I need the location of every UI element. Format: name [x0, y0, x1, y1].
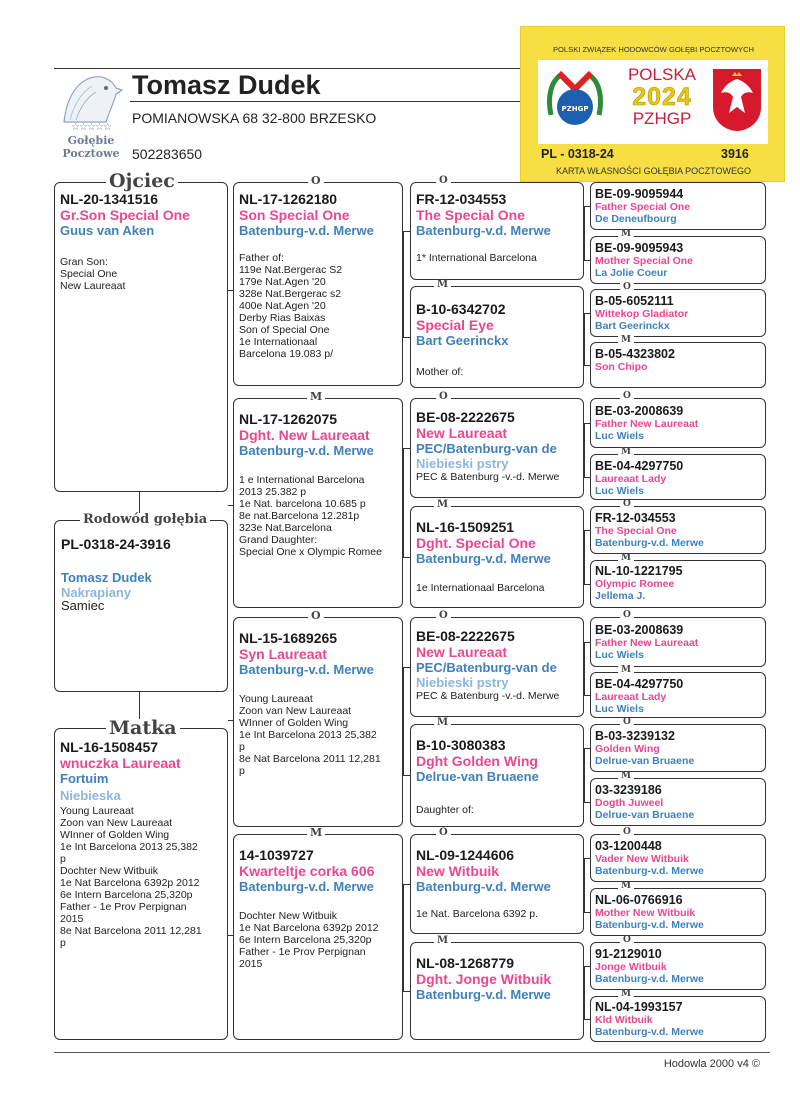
gen3-note: 1* International Barcelona	[416, 252, 537, 264]
connector	[584, 530, 585, 584]
father-box[interactable]	[54, 182, 228, 492]
gen3-note: 1e Internationaal Barcelona	[416, 582, 545, 594]
gen3-breeder: Batenburg-v.d. Merwe	[416, 879, 551, 894]
gen3-note: PEC & Batenburg -v.-d. Merwe	[416, 471, 560, 483]
connector	[584, 966, 585, 1019]
connector	[584, 313, 585, 365]
gen4-ring: B-03-3239132	[595, 729, 675, 743]
gen3-note: Mother of:	[416, 366, 464, 378]
gen3-name: Special Eye	[416, 317, 494, 333]
gen4-ring: BE-09-9095943	[595, 241, 684, 255]
gen3-box-2[interactable]	[410, 286, 584, 388]
gen4-name: Father New Laureaat	[595, 637, 699, 649]
gen2-box-1[interactable]	[233, 182, 403, 386]
gen3-box-3[interactable]	[410, 398, 584, 498]
gen4-breeder: Batenburg-v.d. Merwe	[595, 537, 704, 549]
connector	[584, 966, 590, 967]
breeder-name: Tomasz Dudek	[132, 70, 321, 100]
gen4-name: Mother Special One	[595, 255, 694, 267]
sire-marker: O	[308, 175, 324, 186]
sticker-top-text: POLSKI ZWIĄZEK HODOWCÓW GOŁĘBI POCZTOWYCH	[552, 45, 755, 54]
polish-eagle-icon	[711, 67, 763, 133]
gen4-box-8[interactable]	[590, 560, 766, 608]
mother-breeder: Fortuim	[60, 771, 109, 786]
gen4-ring: BE-09-9095944	[595, 187, 684, 201]
gen2-name: Syn Laureaat	[239, 646, 327, 662]
sire-marker: O	[436, 611, 451, 621]
dam-marker: M	[434, 936, 451, 946]
gen3-name: Dght. Special One	[416, 535, 536, 551]
mother-name: wnuczka Laureaat	[60, 755, 181, 771]
sire-marker: O	[308, 610, 324, 621]
gen2-name: Dght. New Laureaat	[239, 427, 370, 443]
gen3-breeder: Bart Geerinckx	[416, 333, 509, 348]
connector	[584, 530, 590, 531]
sire-marker: O	[436, 828, 451, 838]
connector	[403, 991, 410, 992]
gen3-name: New Laureaat	[416, 425, 508, 441]
gen4-box-9[interactable]	[590, 617, 766, 667]
gen3-box-5[interactable]	[410, 617, 584, 717]
gen4-breeder: Batenburg-v.d. Merwe	[595, 1026, 704, 1038]
gen4-breeder: Luc Wiels	[595, 703, 644, 715]
sire-marker: O	[620, 611, 634, 620]
gen4-breeder: Jellema J.	[595, 590, 646, 602]
gen4-name: Olympic Romee	[595, 578, 675, 590]
gen4-box-2[interactable]	[590, 236, 766, 284]
gen4-box-3[interactable]	[590, 289, 766, 337]
logo	[56, 72, 126, 162]
gen4-breeder: Luc Wiels	[595, 430, 644, 442]
sticker-ring-id: PL - 0318-24	[541, 147, 614, 161]
sticker-year: 2024	[632, 83, 692, 111]
gen4-name: Father New Laureaat	[595, 418, 699, 430]
connector	[228, 720, 233, 721]
connector	[403, 667, 404, 775]
gen4-box-11[interactable]	[590, 724, 766, 772]
gen3-note: Daughter of:	[416, 804, 474, 816]
gen4-box-10[interactable]	[590, 672, 766, 718]
sire-marker: O	[620, 283, 634, 292]
gen2-breeder: Batenburg-v.d. Merwe	[239, 443, 374, 458]
gen2-ring: NL-15-1689265	[239, 630, 338, 646]
gen4-ring: BE-03-2008639	[595, 623, 684, 637]
gen4-ring: 91-2129010	[595, 947, 662, 961]
gen2-ring: 14-1039727	[239, 847, 314, 863]
father-ring: NL-20-1341516	[60, 191, 159, 207]
gen3-color: Niebieski pstry	[416, 456, 509, 471]
gen2-breeder: Batenburg-v.d. Merwe	[239, 662, 374, 677]
pigeon-box[interactable]	[54, 520, 228, 692]
gen4-ring: NL-10-1221795	[595, 564, 683, 578]
mother-box[interactable]	[54, 728, 228, 1040]
connector	[403, 231, 410, 232]
gen2-breeder: Batenburg-v.d. Merwe	[239, 879, 374, 894]
connector	[584, 423, 590, 424]
connector	[228, 290, 233, 291]
dam-marker: M	[618, 230, 634, 239]
footer-text: Hodowla 2000 v4 ©	[663, 1058, 760, 1070]
connector	[584, 206, 585, 260]
sire-marker: O	[620, 936, 634, 945]
father-breeder: Guus van Aken	[60, 223, 155, 238]
gen3-name: New Witbuik	[416, 863, 500, 879]
sire-marker: O	[620, 392, 634, 401]
connector	[584, 642, 585, 695]
gen4-breeder: Delrue-van Bruaene	[595, 809, 695, 821]
gen3-breeder: Delrue-van Bruaene	[416, 769, 539, 784]
gen3-color: Niebieski pstry	[416, 675, 509, 690]
connector	[584, 748, 585, 802]
gen3-breeder: Batenburg-v.d. Merwe	[416, 987, 551, 1002]
gen4-box-15[interactable]	[590, 942, 766, 990]
gen3-note: 1e Nat. Barcelona 6392 p.	[416, 908, 539, 920]
gen4-name: Wittekop Gladiator	[595, 308, 689, 320]
gen4-name: Kld Witbuik	[595, 1014, 653, 1026]
gen3-ring: FR-12-034553	[416, 191, 507, 207]
gen3-breeder: Batenburg-v.d. Merwe	[416, 223, 551, 238]
gen3-ring: B-10-3080383	[416, 737, 506, 753]
gen2-box-2[interactable]	[233, 398, 403, 608]
mother-color: Niebieska	[60, 788, 121, 803]
connector	[584, 584, 590, 585]
connector	[228, 505, 233, 506]
sticker-polska: POLSKA	[627, 65, 697, 84]
gen4-name: Father Special One	[595, 201, 691, 213]
gen3-ring: B-10-6342702	[416, 301, 506, 317]
connector	[403, 775, 410, 776]
gen4-ring: NL-04-1993157	[595, 1000, 683, 1014]
gen2-box-4[interactable]	[233, 834, 403, 1040]
gen3-box-8[interactable]	[410, 942, 584, 1040]
gen4-box-4[interactable]	[590, 342, 766, 388]
gen4-name: Mother New Witbuik	[595, 907, 696, 919]
gen4-breeder: De Deneufbourg	[595, 213, 677, 225]
sticker-pzhgp: PZHGP	[632, 109, 692, 128]
dam-marker: M	[434, 500, 451, 510]
gen4-breeder: La Jolie Coeur	[595, 267, 668, 279]
gen4-box-14[interactable]	[590, 888, 766, 936]
dam-marker: M	[618, 554, 634, 563]
connector	[584, 802, 590, 803]
connector	[584, 858, 585, 912]
gen4-box-5[interactable]	[590, 398, 766, 448]
gen4-box-12[interactable]	[590, 778, 766, 826]
gen4-ring: BE-04-4297750	[595, 677, 684, 691]
connector	[584, 423, 585, 477]
gen4-breeder: Luc Wiels	[595, 485, 644, 497]
gen4-ring: BE-03-2008639	[595, 404, 684, 418]
connector	[584, 912, 590, 913]
gen2-notes: Young Laureaat Zoon van New Laureaat WInner of Golden Wing 1e Int Barcelona 2013 25,382 p 8e Nat Barcelona 2011 12,281 p	[239, 693, 381, 777]
father-notes: Gran Son: Special One New Laureaat	[60, 256, 126, 292]
pigeon-head-icon	[56, 72, 126, 124]
gen4-name: Golden Wing	[595, 743, 660, 755]
gen3-box-4[interactable]	[410, 506, 584, 608]
pigeon-color: Nakrapiany	[61, 585, 132, 600]
sire-marker: O	[436, 392, 451, 402]
connector	[584, 858, 590, 859]
connector	[403, 884, 410, 885]
gen2-name: Son Special One	[239, 207, 350, 223]
gen4-ring: B-05-4323802	[595, 347, 675, 361]
gen2-notes: 1 e International Barcelona 2013 25.382 p 1e Nat. barcelona 10.685 p 8e nat.Barcelona 12.281p 323e Nat.Barcelona Grand Daughter: Special One x Olympic Romee	[239, 474, 382, 558]
connector	[584, 477, 590, 478]
connector	[403, 448, 404, 557]
gen4-ring: FR-12-034553	[595, 511, 676, 525]
gen3-name: Dght. Jonge Witbuik	[416, 971, 552, 987]
dam-marker: M	[618, 990, 634, 999]
mother-legend: Matka	[106, 719, 180, 738]
mother-ring: NL-16-1508457	[60, 739, 159, 755]
gen3-breeder: PEC/Batenburg-van de	[416, 441, 557, 456]
dam-marker: M	[618, 336, 634, 345]
connector	[584, 695, 590, 696]
gen4-breeder: Batenburg-v.d. Merwe	[595, 865, 704, 877]
gen4-breeder: Batenburg-v.d. Merwe	[595, 919, 704, 931]
pzhgp-emblem-icon	[545, 67, 605, 133]
gen3-ring: NL-08-1268779	[416, 955, 515, 971]
connector	[403, 231, 404, 337]
connector	[584, 260, 590, 261]
sire-marker: O	[620, 828, 634, 837]
gen2-box-3[interactable]	[233, 617, 403, 827]
gen4-breeder: Luc Wiels	[595, 649, 644, 661]
dam-marker: M	[434, 718, 451, 728]
breeder-address: POMIANOWSKA 68 32-800 BRZESKO	[132, 110, 377, 126]
gen4-breeder: Bart Geerinckx	[595, 320, 670, 332]
connector	[403, 337, 410, 338]
sire-marker: O	[620, 718, 634, 727]
connector	[584, 313, 590, 314]
top-rule	[54, 68, 524, 69]
gen4-ring: NL-06-0766916	[595, 893, 683, 907]
pedigree-legend: Rodowód gołębia	[80, 513, 210, 526]
dam-marker: M	[618, 772, 634, 781]
connector	[584, 206, 590, 207]
gen4-ring: B-05-6052111	[595, 294, 674, 308]
breeder-phone: 502283650	[132, 146, 203, 162]
emblem-text: PZHGP	[561, 105, 589, 113]
gen3-breeder: PEC/Batenburg-van de	[416, 660, 557, 675]
pzhgp-sticker	[520, 26, 785, 182]
connector	[228, 935, 233, 936]
connector	[584, 1019, 590, 1020]
gen3-ring: NL-09-1244606	[416, 847, 515, 863]
gen2-name: Kwarteltje corka 606	[239, 863, 375, 879]
footer-rule	[54, 1052, 770, 1053]
logo-text-2: Pocztowe	[62, 147, 120, 160]
dam-marker: M	[618, 882, 634, 891]
pigeon-sex: Samiec	[61, 598, 105, 613]
gen3-breeder: Batenburg-v.d. Merwe	[416, 551, 551, 566]
connector	[584, 642, 590, 643]
gen2-notes: Father of: 119e Nat.Bergerac S2 179e Nat.Agen '20 328e Nat.Bergerac s2 400e Nat.Agen '20 Derby Rias Baixas Son of Special One 1e Internationaal Barcelona 19.083 p/	[239, 252, 343, 360]
sticker-bottom-text: KARTA WŁASNOŚCI GOŁĘBIA POCZTOWEGO	[555, 166, 752, 176]
gen4-box-7[interactable]	[590, 506, 766, 554]
gen4-breeder: Batenburg-v.d. Merwe	[595, 973, 704, 985]
gen2-ring: NL-17-1262180	[239, 191, 338, 207]
logo-stars: ☆☆☆☆☆	[71, 122, 111, 133]
gen4-breeder: Delrue-van Bruaene	[595, 755, 695, 767]
pigeon-ring: PL-0318-24-3916	[61, 536, 171, 552]
dam-marker: M	[434, 280, 451, 290]
connector	[584, 365, 590, 366]
gen4-box-13[interactable]	[590, 834, 766, 882]
gen3-name: Dght Golden Wing	[416, 753, 538, 769]
gen4-name: Laureaat Lady	[595, 473, 667, 485]
gen3-name: New Laureaat	[416, 644, 508, 660]
sire-marker: O	[436, 176, 451, 186]
gen3-ring: BE-08-2222675	[416, 409, 515, 425]
gen4-name: Laureaat Lady	[595, 691, 667, 703]
dam-marker: M	[618, 448, 634, 457]
gen4-box-16[interactable]	[590, 996, 766, 1042]
connector	[403, 448, 410, 449]
gen3-box-1[interactable]	[410, 182, 584, 280]
mother-notes: Young Laureaat Zoon van New Laureaat WInner of Golden Wing 1e Int Barcelona 2013 25,382 p Dochter New Witbuik 1e Nat Barcelona 6392p 2012 6e Intern Barcelona 25,320p Father - 1e Prov Perpignan 2015 8e Nat Barcelona 2011 12,281 p	[60, 805, 202, 949]
gen4-ring: 03-3239186	[595, 783, 662, 797]
pigeon-owner: Tomasz Dudek	[61, 570, 152, 585]
gen4-name: Son Chipo	[595, 361, 648, 373]
connector	[403, 667, 410, 668]
sire-marker: O	[620, 500, 634, 509]
sticker-number: 3916	[721, 147, 749, 161]
gen3-box-7[interactable]	[410, 834, 584, 934]
connector	[403, 557, 410, 558]
dam-marker: M	[307, 391, 325, 402]
gen4-name: Jonge Witbuik	[595, 961, 667, 973]
father-name: Gr.Son Special One	[60, 207, 190, 223]
logo-text-1: Gołębie	[67, 134, 115, 147]
gen2-breeder: Batenburg-v.d. Merwe	[239, 223, 374, 238]
gen2-notes: Dochter New Witbuik 1e Nat Barcelona 6392p 2012 6e Intern Barcelona 25,320p Father - 1e Prov Perpignan 2015	[239, 910, 379, 970]
dam-marker: M	[307, 827, 325, 838]
gen3-box-6[interactable]	[410, 724, 584, 827]
gen3-ring: NL-16-1509251	[416, 519, 515, 535]
gen4-box-1[interactable]	[590, 182, 766, 230]
gen3-ring: BE-08-2222675	[416, 628, 515, 644]
gen4-name: Vader New Witbuik	[595, 853, 689, 865]
gen4-ring: BE-04-4297750	[595, 459, 684, 473]
father-legend: Ojciec	[106, 172, 178, 191]
gen3-note: PEC & Batenburg -v.-d. Merwe	[416, 690, 560, 702]
dam-marker: M	[618, 666, 634, 675]
gen4-box-6[interactable]	[590, 454, 766, 500]
gen4-ring: 03-1200448	[595, 839, 662, 853]
connector	[403, 884, 404, 991]
gen2-ring: NL-17-1262075	[239, 411, 338, 427]
gen3-name: The Special One	[416, 207, 525, 223]
connector	[584, 748, 590, 749]
gen4-name: The Special One	[595, 525, 677, 537]
gen4-name: Dogth Juweel	[595, 797, 664, 809]
